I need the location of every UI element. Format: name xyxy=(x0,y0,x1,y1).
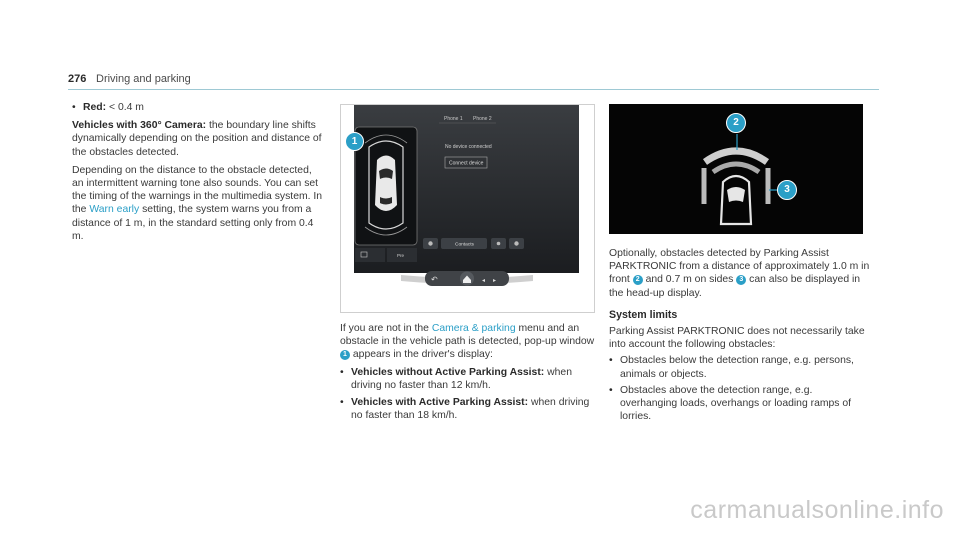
connect-device-label: Connect device xyxy=(449,160,484,167)
camera-tile[interactable] xyxy=(355,248,385,262)
hud-paragraph xyxy=(609,247,871,300)
red-label: Red: xyxy=(83,102,107,113)
header-rule xyxy=(68,89,879,90)
next-icon[interactable]: ▸ xyxy=(493,278,497,284)
inline-callout-3: 3 xyxy=(736,275,746,285)
callout-1: 1 xyxy=(345,132,364,151)
limits-bullet-above: • Obstacles above the detection range, e.g. overhanging loads, overhangs or loading ramps of lorries. xyxy=(609,384,871,424)
distance-paragraph xyxy=(72,164,326,243)
multimedia-screen-figure xyxy=(340,104,595,313)
watermark: carmanualsonline.info xyxy=(690,496,944,524)
bullet-text: when driving no faster than 12 km/h. xyxy=(351,366,572,391)
right-column-text xyxy=(609,247,871,423)
system-limits-text: Parking Assist PARKTRONIC does not necessarily take into account the following obstacles: xyxy=(609,326,865,351)
prev-icon[interactable]: ◂ xyxy=(482,278,486,284)
callout-3: 3 xyxy=(777,180,797,200)
camera-text: the boundary line shifts dynamically depending on the position and distance of the obstacles detected. xyxy=(72,120,322,158)
inline-callout-1: 1 xyxy=(340,350,350,360)
camera-label: Vehicles with 360° Camera: xyxy=(72,120,207,132)
contacts-label: Contacts xyxy=(455,242,474,248)
camera-parking-link[interactable]: Camera & parking xyxy=(431,323,516,334)
intro-text-1: If you are not in the xyxy=(340,323,429,334)
hud-figure xyxy=(609,104,863,234)
gear-icon xyxy=(428,241,432,245)
pre-label: Pre xyxy=(397,253,405,258)
no-device-status: No device connected xyxy=(445,144,492,150)
bullet-text: when driving no faster than 18 km/h. xyxy=(351,397,590,422)
inline-callout-2: 2 xyxy=(633,275,643,285)
system-limits-heading: System limits xyxy=(609,308,678,321)
distance-text-2: setting, the system warns you from a distance of 1 m, in the standard setting only from 0.4 m. xyxy=(72,204,314,242)
intro-text-3: appears in the driver's display: xyxy=(352,349,493,361)
middle-column-text xyxy=(340,322,598,422)
red-bullet xyxy=(72,101,326,114)
optional-text-3: can also be displayed in the head-up display. xyxy=(609,274,861,299)
callout-2: 2 xyxy=(726,113,746,133)
optional-text-2: and 0.7 m on sides xyxy=(645,274,734,286)
optional-text-1: Optionally, obstacles detected by Parking Assist PARKTRONIC from a distance of approximately 1.0 m in front xyxy=(609,248,870,286)
front-sensor-arc xyxy=(705,151,767,162)
left-column xyxy=(72,101,326,243)
options-gear-icon xyxy=(514,241,518,245)
multimedia-screen-illustration xyxy=(341,105,594,312)
back-icon[interactable]: ↶ xyxy=(431,275,438,284)
distance-text-1: Depending on the distance to the obstacle detected, an intermittent warning tone also sounds. You can set the timing of the warnings in the multimedia system. In the xyxy=(72,164,323,216)
camera-paragraph xyxy=(72,119,326,159)
warn-early-link[interactable]: Warn early xyxy=(89,204,140,216)
bullet-label: Vehicles without Active Parking Assist: xyxy=(351,366,545,378)
red-value: < 0.4 m xyxy=(108,102,144,113)
intro-text-2: menu and an obstacle in the vehicle path is detected, pop-up window xyxy=(340,323,595,348)
page-number: 276 xyxy=(68,73,87,85)
limits-bullet-below: • Obstacles below the detection range, e.g. persons, animals or objects. xyxy=(609,354,871,380)
tab-phone2[interactable]: Phone 2 xyxy=(473,116,492,122)
popup-intro xyxy=(340,322,598,362)
bullet-with-active-parking xyxy=(340,396,598,422)
bullet-label: Vehicles with Active Parking Assist: xyxy=(351,397,529,409)
bullet-without-active-parking xyxy=(340,366,598,392)
section-title: Driving and parking xyxy=(96,73,191,85)
tab-phone1[interactable]: Phone 1 xyxy=(444,116,463,122)
mic-icon xyxy=(497,242,501,246)
